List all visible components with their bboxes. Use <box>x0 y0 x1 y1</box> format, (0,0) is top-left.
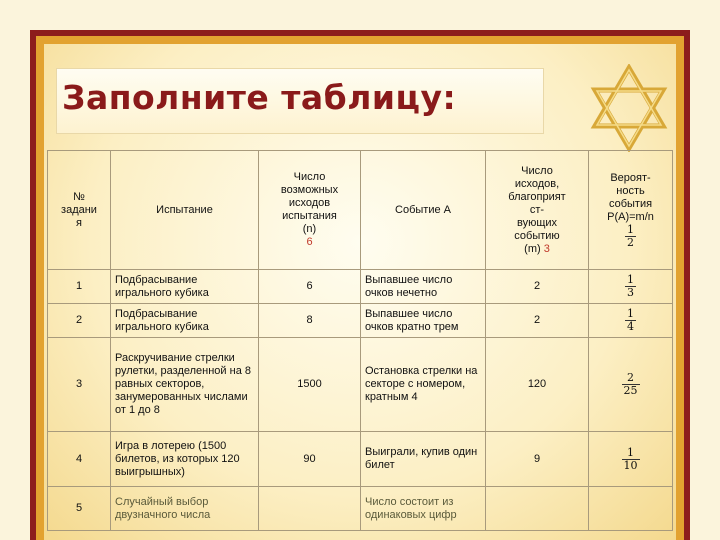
header-event: Событие А <box>361 151 486 270</box>
cell-prob <box>589 270 673 304</box>
cell-m: 2 <box>486 304 589 338</box>
cell-trial: Случайный выбор двузначного числа <box>111 487 259 531</box>
cell-m <box>486 487 589 531</box>
prob-fraction: $\frac{1}{10}$ <box>623 445 638 472</box>
header-row <box>48 151 673 270</box>
header-n-value: 6 <box>306 236 313 248</box>
header-num: № задани я <box>48 151 111 270</box>
table-row <box>48 338 673 432</box>
cell-num: 1 <box>48 270 111 304</box>
cell-prob <box>589 338 673 432</box>
cell-trial: Раскручивание стрелки рулетки, разделенной на 8 равных секторов, занумерованных числами от 1 до 8 <box>111 338 259 432</box>
slide-title: Заполните таблицу: <box>62 78 457 117</box>
cell-trial: Подбрасывание игрального кубика <box>111 304 259 338</box>
cell-num: 5 <box>48 487 111 531</box>
cell-event: Выпавшее число очков кратно трем <box>361 304 486 338</box>
star-of-david-icon <box>589 64 669 152</box>
task-table <box>47 150 673 531</box>
cell-event: Выпавшее число очков нечетно <box>361 270 486 304</box>
table-row <box>48 270 673 304</box>
cell-prob <box>589 487 673 531</box>
cell-num: 4 <box>48 432 111 487</box>
prob-fraction: $\frac{1}{4}$ <box>627 307 634 333</box>
cell-prob <box>589 304 673 338</box>
header-trial: Испытание <box>111 151 259 270</box>
cell-num: 3 <box>48 338 111 432</box>
cell-n <box>259 487 361 531</box>
cell-n: 1500 <box>259 338 361 432</box>
cell-m: 9 <box>486 432 589 487</box>
cell-event: Число состоит из одинаковых цифр <box>361 487 486 531</box>
cell-n: 90 <box>259 432 361 487</box>
table-row <box>48 432 673 487</box>
header-m-value: 3 <box>543 242 550 255</box>
cell-trial: Подбрасывание игрального кубика <box>111 270 259 304</box>
cell-m: 120 <box>486 338 589 432</box>
cell-prob <box>589 432 673 487</box>
header-prob: Вероят- ность события Р(А)=m/n $\frac{1}{2}$ <box>589 151 673 270</box>
cell-n: 6 <box>259 270 361 304</box>
table-row <box>48 304 673 338</box>
header-m: Число исходов, благоприят ст- вующих событию (m) 3 <box>486 151 589 270</box>
header-n: Число возможных исходов испытания (n) 6 <box>259 151 361 270</box>
cell-trial: Игра в лотерею (1500 билетов, из которых 120 выигрышных) <box>111 432 259 487</box>
prob-fraction: $\frac{1}{3}$ <box>627 273 634 299</box>
table-row <box>48 487 673 531</box>
cell-event: Выиграли, купив один билет <box>361 432 486 487</box>
header-prob-fraction: $\frac{1}{2}$ <box>627 222 634 249</box>
cell-num: 2 <box>48 304 111 338</box>
cell-n: 8 <box>259 304 361 338</box>
prob-fraction: $\frac{2}{25}$ <box>623 371 638 397</box>
cell-m: 2 <box>486 270 589 304</box>
cell-event: Остановка стрелки на секторе с номером, кратным 4 <box>361 338 486 432</box>
